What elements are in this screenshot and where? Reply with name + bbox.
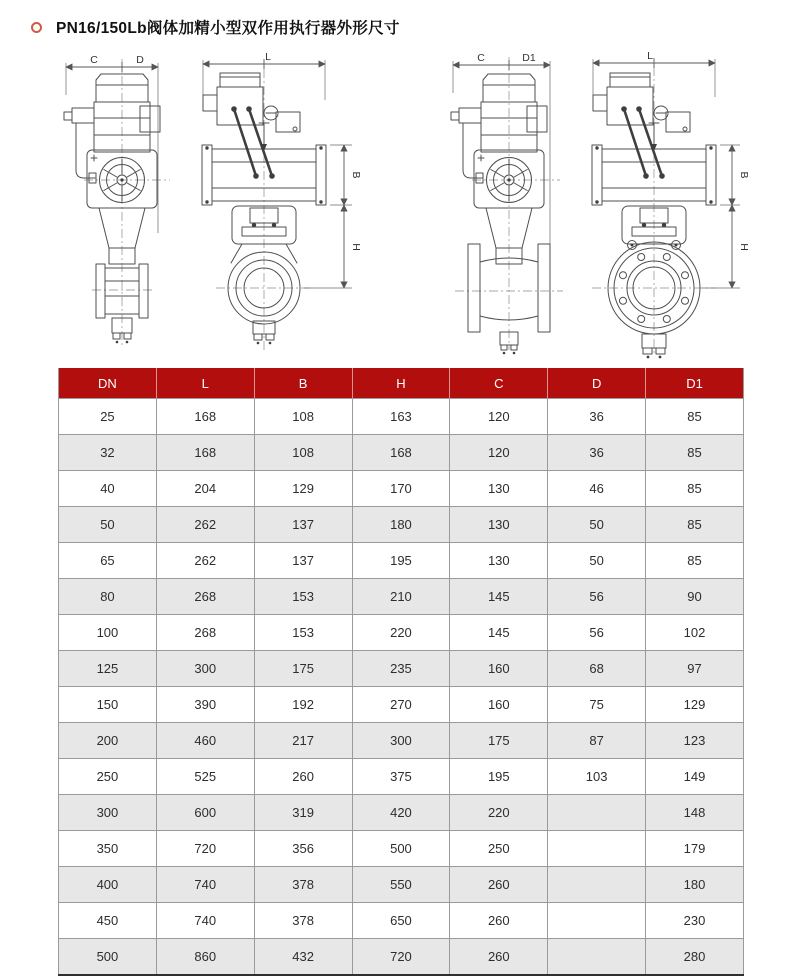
cell-l: 860: [156, 939, 254, 976]
cell-d: 36: [548, 435, 646, 471]
cell-d1: 102: [646, 615, 744, 651]
dim-label-d: D: [136, 54, 144, 66]
table-row-dn-25: [59, 399, 744, 435]
cell-h: 550: [352, 867, 450, 903]
cell-h: 220: [352, 615, 450, 651]
column-header-c: C: [450, 368, 548, 399]
cell-l: 600: [156, 795, 254, 831]
cell-h: 650: [352, 903, 450, 939]
column-header-h: H: [352, 368, 450, 399]
cell-h: 170: [352, 471, 450, 507]
cell-l: 168: [156, 435, 254, 471]
cell-d1: 180: [646, 867, 744, 903]
cell-l: 268: [156, 579, 254, 615]
dim-label-b: B: [350, 171, 362, 179]
cell-b: 108: [254, 435, 352, 471]
cell-dn: 80: [59, 579, 157, 615]
cell-c: 260: [450, 939, 548, 976]
cell-dn: 50: [59, 507, 157, 543]
cell-c: 160: [450, 687, 548, 723]
cell-d: [548, 831, 646, 867]
cell-d1: 149: [646, 759, 744, 795]
cell-d1: 97: [646, 651, 744, 687]
dim-label-c: C: [90, 54, 98, 66]
cell-d: 36: [548, 399, 646, 435]
cell-d: [548, 903, 646, 939]
cell-b: 378: [254, 903, 352, 939]
cell-h: 375: [352, 759, 450, 795]
cell-b: 129: [254, 471, 352, 507]
table-row-dn-350: [59, 831, 744, 867]
table-row-dn-32: [59, 435, 744, 471]
cell-l: 390: [156, 687, 254, 723]
cell-d: 50: [548, 507, 646, 543]
cell-b: 217: [254, 723, 352, 759]
dimensions-table-header: [59, 368, 744, 399]
column-header-b: B: [254, 368, 352, 399]
cell-h: 163: [352, 399, 450, 435]
dimensions-table-body: [59, 399, 744, 976]
cell-c: 145: [450, 579, 548, 615]
cell-l: 460: [156, 723, 254, 759]
bullet-ring-icon: [31, 22, 42, 33]
cell-b: 378: [254, 867, 352, 903]
table-row-dn-150: [59, 687, 744, 723]
drawing-flanged-front-view: [592, 50, 750, 358]
cell-c: 175: [450, 723, 548, 759]
cell-b: 108: [254, 399, 352, 435]
cell-h: 235: [352, 651, 450, 687]
table-row-dn-80: [59, 579, 744, 615]
cell-h: 300: [352, 723, 450, 759]
cell-c: 220: [450, 795, 548, 831]
cell-c: 120: [450, 399, 548, 435]
column-header-d: D: [548, 368, 646, 399]
cell-l: 525: [156, 759, 254, 795]
cell-d1: 179: [646, 831, 744, 867]
cell-d1: 85: [646, 507, 744, 543]
cell-b: 137: [254, 507, 352, 543]
technical-drawings: [0, 45, 790, 363]
cell-dn: 25: [59, 399, 157, 435]
cell-d: 75: [548, 687, 646, 723]
cell-dn: 500: [59, 939, 157, 976]
cell-dn: 65: [59, 543, 157, 579]
table-row-dn-40: [59, 471, 744, 507]
cell-b: 319: [254, 795, 352, 831]
table-row-dn-50: [59, 507, 744, 543]
cell-l: 720: [156, 831, 254, 867]
dim-label-d1: D1: [522, 52, 536, 64]
dim-label-c: C: [477, 52, 485, 64]
drawing-wafer-front-view: [202, 51, 362, 350]
drawing-flanged-side-view: [451, 52, 563, 354]
cell-dn: 450: [59, 903, 157, 939]
table-row-dn-250: [59, 759, 744, 795]
cell-h: 420: [352, 795, 450, 831]
cell-h: 720: [352, 939, 450, 976]
drawing-wafer-side-view: [64, 54, 170, 345]
cell-d: 56: [548, 579, 646, 615]
cell-b: 175: [254, 651, 352, 687]
cell-b: 153: [254, 615, 352, 651]
cell-dn: 250: [59, 759, 157, 795]
dimensions-table: [58, 368, 744, 976]
cell-h: 270: [352, 687, 450, 723]
cell-d: [548, 795, 646, 831]
cell-dn: 350: [59, 831, 157, 867]
cell-l: 204: [156, 471, 254, 507]
cell-l: 740: [156, 867, 254, 903]
cell-l: 262: [156, 507, 254, 543]
cell-d: 50: [548, 543, 646, 579]
cell-d: [548, 867, 646, 903]
cell-c: 260: [450, 903, 548, 939]
cell-l: 740: [156, 903, 254, 939]
cell-d: 46: [548, 471, 646, 507]
table-row-dn-200: [59, 723, 744, 759]
column-header-d1: D1: [646, 368, 744, 399]
cell-dn: 100: [59, 615, 157, 651]
cell-dn: 125: [59, 651, 157, 687]
cell-dn: 32: [59, 435, 157, 471]
table-row-dn-65: [59, 543, 744, 579]
cell-d1: 148: [646, 795, 744, 831]
cell-c: 260: [450, 867, 548, 903]
cell-l: 168: [156, 399, 254, 435]
cell-b: 153: [254, 579, 352, 615]
cell-b: 356: [254, 831, 352, 867]
cell-c: 120: [450, 435, 548, 471]
dim-label-b: B: [738, 171, 750, 179]
cell-h: 180: [352, 507, 450, 543]
cell-d: 87: [548, 723, 646, 759]
dim-label-h: H: [738, 243, 750, 251]
cell-d1: 123: [646, 723, 744, 759]
cell-d1: 230: [646, 903, 744, 939]
cell-h: 210: [352, 579, 450, 615]
cell-d: 56: [548, 615, 646, 651]
cell-d1: 85: [646, 435, 744, 471]
cell-l: 300: [156, 651, 254, 687]
cell-dn: 150: [59, 687, 157, 723]
cell-d1: 85: [646, 471, 744, 507]
cell-dn: 200: [59, 723, 157, 759]
cell-h: 168: [352, 435, 450, 471]
dim-label-l: L: [265, 51, 271, 63]
cell-dn: 40: [59, 471, 157, 507]
cell-c: 130: [450, 507, 548, 543]
cell-d1: 85: [646, 399, 744, 435]
cell-l: 262: [156, 543, 254, 579]
column-header-dn: DN: [59, 368, 157, 399]
cell-b: 432: [254, 939, 352, 976]
header-row: [59, 368, 744, 399]
cell-d: 68: [548, 651, 646, 687]
cell-h: 195: [352, 543, 450, 579]
cell-b: 192: [254, 687, 352, 723]
dim-label-l: L: [647, 50, 653, 62]
cell-h: 500: [352, 831, 450, 867]
cell-d1: 85: [646, 543, 744, 579]
cell-dn: 300: [59, 795, 157, 831]
table-row-dn-400: [59, 867, 744, 903]
table-row-dn-125: [59, 651, 744, 687]
dim-label-h: H: [350, 243, 362, 251]
cell-d1: 129: [646, 687, 744, 723]
cell-c: 250: [450, 831, 548, 867]
table-row-dn-500: [59, 939, 744, 976]
cell-c: 145: [450, 615, 548, 651]
cell-c: 130: [450, 471, 548, 507]
cell-l: 268: [156, 615, 254, 651]
cell-dn: 400: [59, 867, 157, 903]
cell-b: 137: [254, 543, 352, 579]
cell-b: 260: [254, 759, 352, 795]
cell-d: 103: [548, 759, 646, 795]
column-header-l: L: [156, 368, 254, 399]
page-title: PN16/150Lb阀体加精小型双作用执行器外形尺寸: [56, 20, 400, 37]
cell-c: 130: [450, 543, 548, 579]
table-row-dn-450: [59, 903, 744, 939]
table-row-dn-100: [59, 615, 744, 651]
cell-c: 195: [450, 759, 548, 795]
cell-c: 160: [450, 651, 548, 687]
table-row-dn-300: [59, 795, 744, 831]
cell-d1: 280: [646, 939, 744, 976]
cell-d: [548, 939, 646, 976]
cell-d1: 90: [646, 579, 744, 615]
